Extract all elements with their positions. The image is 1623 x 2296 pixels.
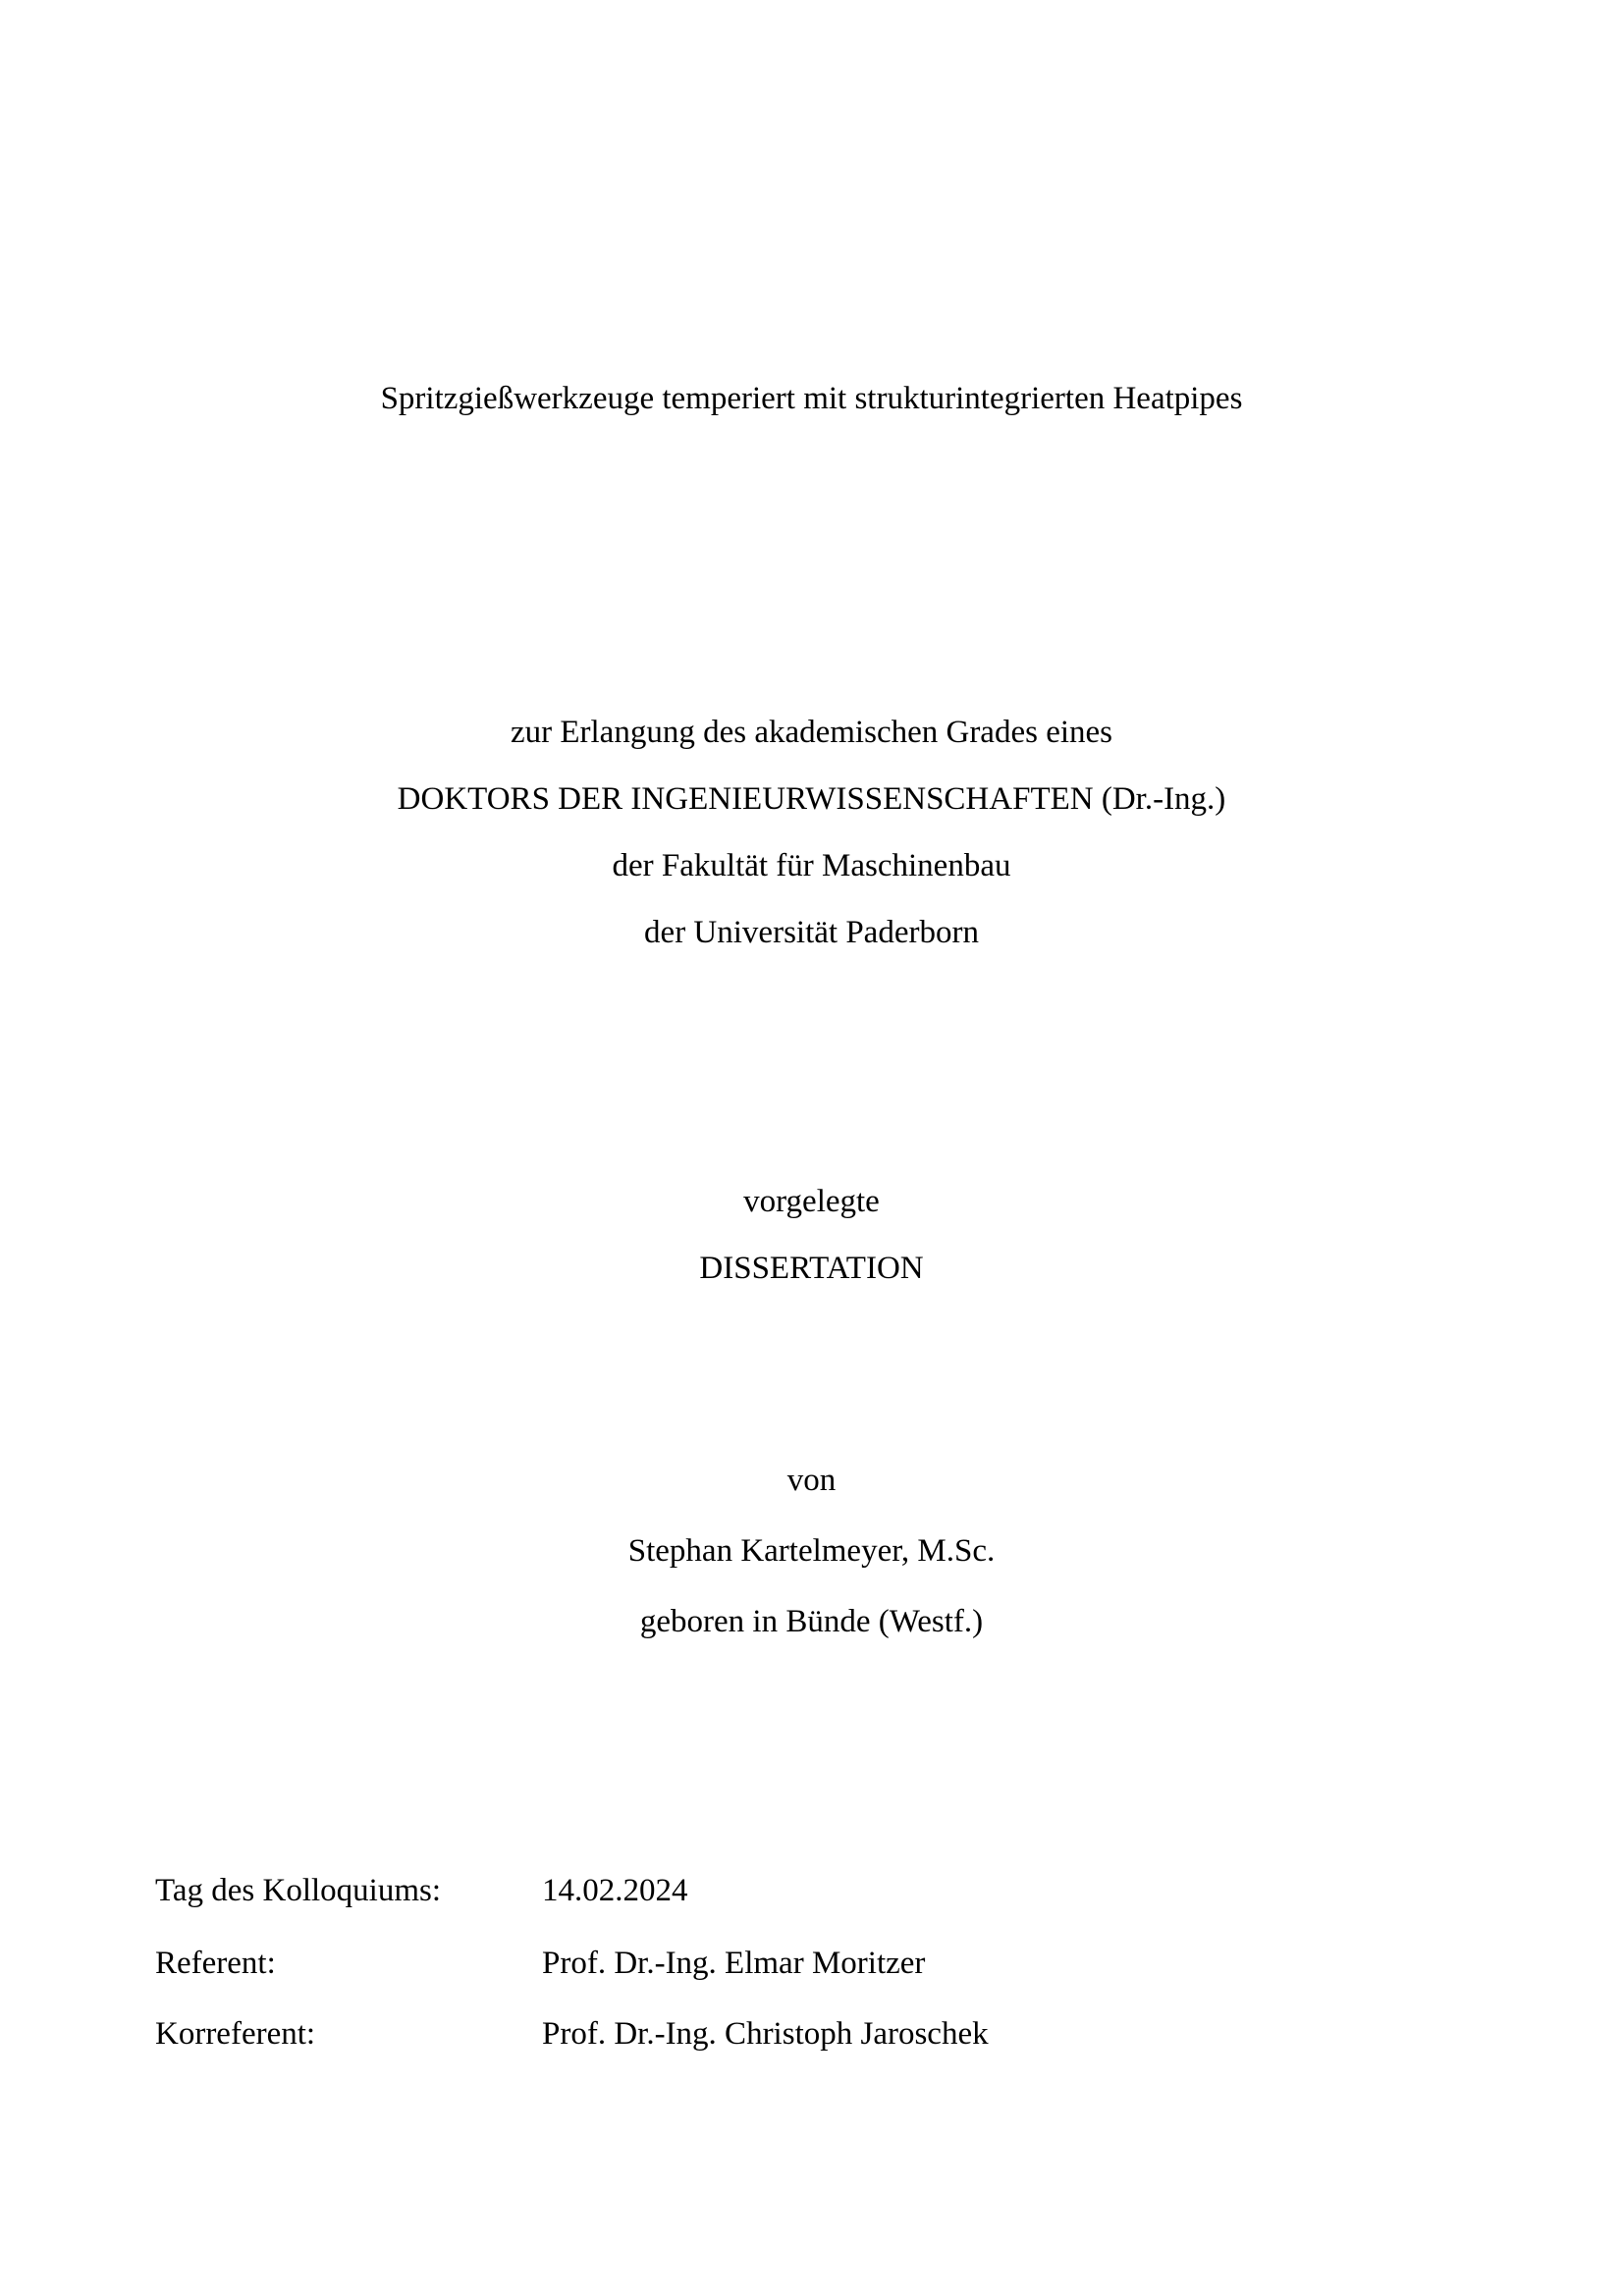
author-name: Stephan Kartelmeyer, M.Sc. <box>627 1533 996 1569</box>
korreferent-label: Korreferent: <box>155 2016 316 2052</box>
colloquium-date-value: 14.02.2024 <box>542 1873 688 1908</box>
korreferent-value: Prof. Dr.-Ing. Christoph Jaroschek <box>542 2016 989 2052</box>
faculty-line: der Fakultät für Maschinenbau <box>612 848 1011 883</box>
author-birthplace: geboren in Bünde (Westf.) <box>639 1604 984 1639</box>
submitted-line: vorgelegte <box>743 1184 880 1219</box>
dissertation-line: DISSERTATION <box>699 1251 924 1286</box>
referent-label: Referent: <box>155 1946 276 1981</box>
von-line: von <box>786 1463 837 1498</box>
university-line: der Universität Paderborn <box>644 915 979 950</box>
degree-line-2: DOKTORS DER INGENIEURWISSENSCHAFTEN (Dr.-Ing.) <box>397 781 1226 817</box>
referent-value: Prof. Dr.-Ing. Elmar Moritzer <box>542 1946 926 1981</box>
thesis-title: Spritzgießwerkzeuge temperiert mit strukturintegrierten Heatpipes <box>380 381 1243 416</box>
colloquium-date-label: Tag des Kolloquiums: <box>155 1873 442 1908</box>
degree-line-1: zur Erlangung des akademischen Grades eines <box>510 715 1112 750</box>
